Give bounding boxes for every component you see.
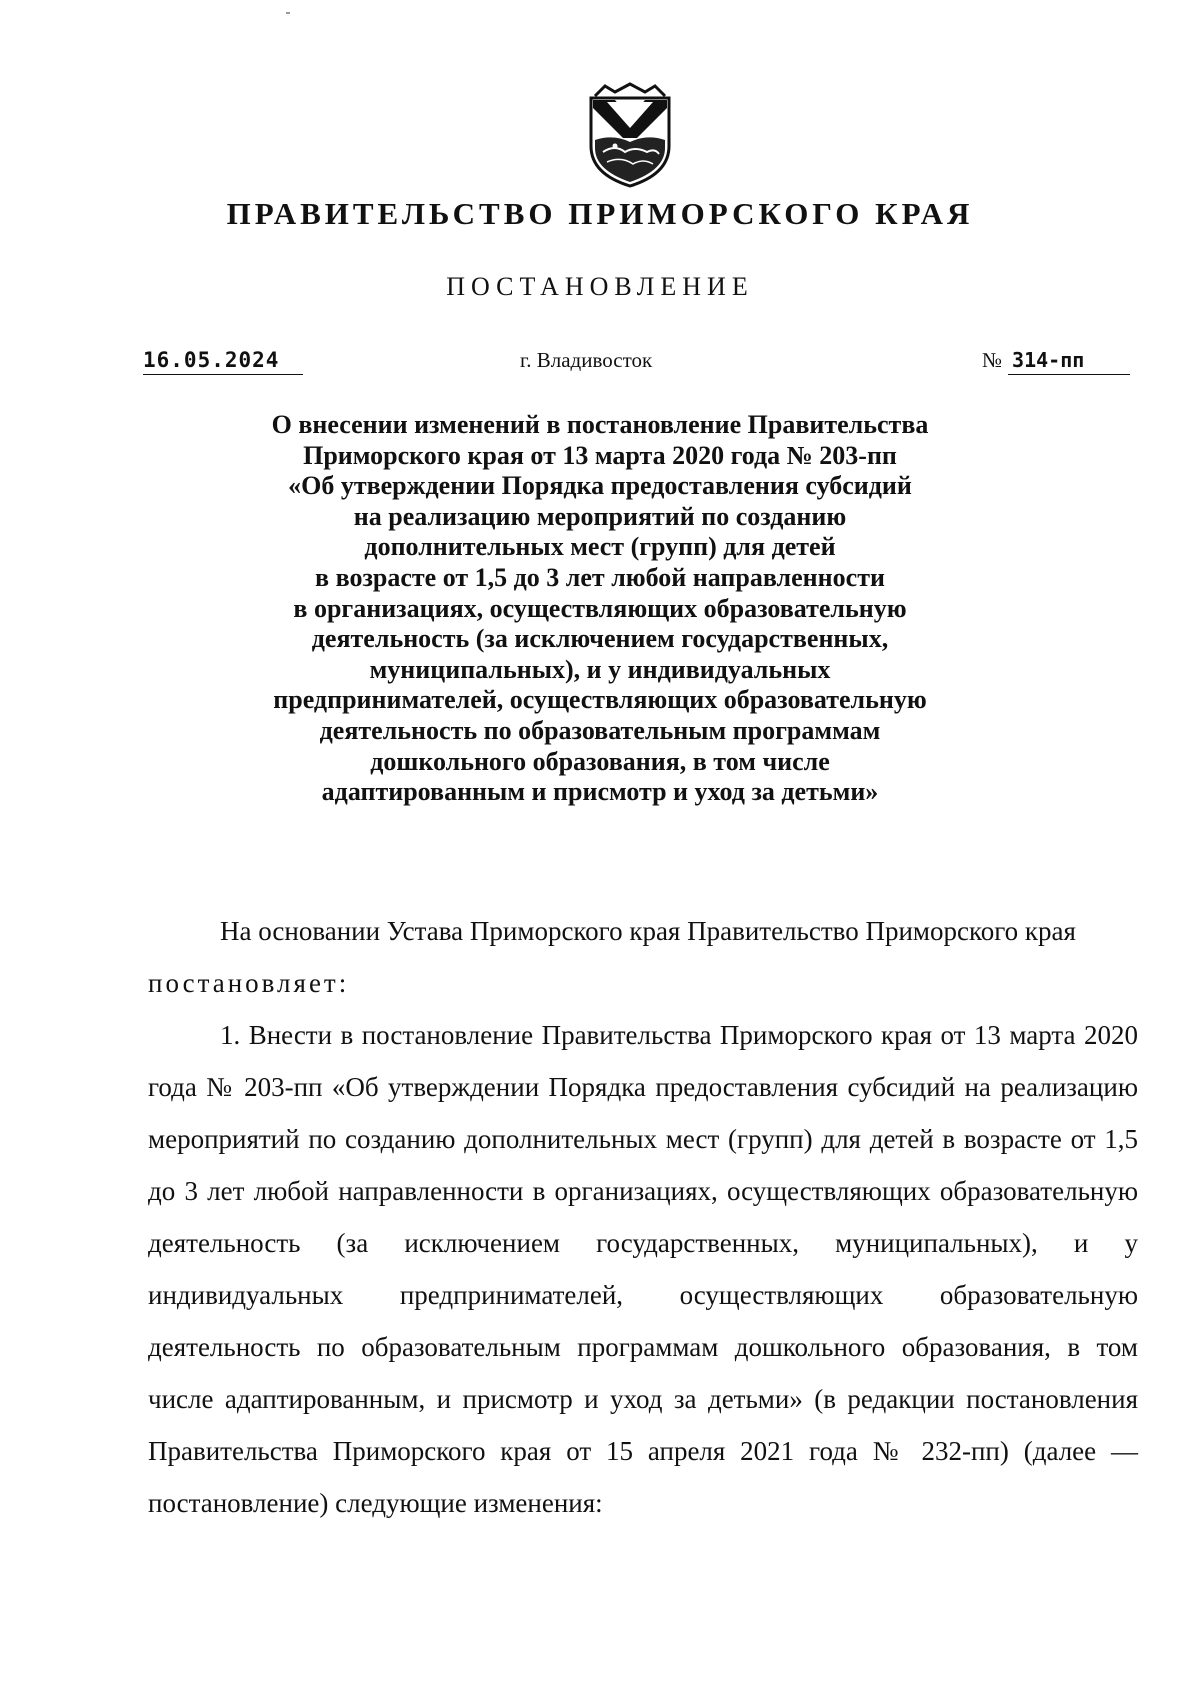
document-subject — [200, 410, 1000, 808]
document-type: ПОСТАНОВЛЕНИЕ — [446, 272, 754, 301]
document-number-block — [982, 348, 1130, 375]
subject-line: адаптированным и присмотр и уход за детьми» — [321, 777, 879, 807]
subject-line: «Об утверждении Порядка предоставления субсидий — [288, 471, 912, 501]
scan-speck — [286, 12, 290, 14]
subject-line: дошкольного образования, в том числе — [370, 746, 830, 776]
subject-line: Приморского края от 13 марта 2020 года № 203-пп — [303, 440, 897, 470]
subject-line: муниципальных), и у индивидуальных — [369, 654, 831, 684]
subject-line: деятельность (за исключением государственных, — [311, 624, 889, 654]
item-1-paragraph: 1. Внести в постановление Правительства Приморского края от 13 марта 2020 года № 203-пп «Об утверждении Порядка предоставления субсидий на реализацию мероприятий по созданию дополнительных мест (групп) для детей в возрасте от 1,5 до 3 лет любой направленности в организациях, осуществляющих образовательную деятельность (за исключением государственных, муниципальных), и у индивидуальных предпринимателей, осуществляющих образовательную деятельность по образовательным программам дошкольного образования, в том числе адаптированным, и присмотр и уход за детьми» (в редакции постановления Правительства Приморского края от 15 апреля 2021 года № 232-пп) (далее — постановление) следующие изменения: — [148, 1020, 1138, 1518]
subject-line: на реализацию мероприятий по созданию — [353, 501, 847, 531]
subject-line: в возрасте от 1,5 до 3 лет любой направленности — [315, 562, 885, 592]
coat-of-arms-icon — [585, 82, 675, 190]
organization-title: ПРАВИТЕЛЬСТВО ПРИМОРСКОГО КРАЯ — [226, 196, 974, 231]
subject-line: дополнительных мест (групп) для детей — [364, 532, 836, 562]
document-date: 16.05.2024 — [143, 348, 303, 375]
document-meta-row — [0, 348, 1200, 384]
document-number: 314-пп — [1008, 348, 1130, 375]
document-city: г. Владивосток — [520, 348, 653, 372]
subject-line: О внесении изменений в постановление Правительства — [271, 410, 929, 439]
subject-line: предпринимателей, осуществляющих образовательную — [273, 685, 927, 715]
subject-line: в организациях, осуществляющих образовательную — [293, 593, 907, 623]
subject-line: деятельность по образовательным программам — [319, 715, 881, 745]
resolves-word: постановляет: — [148, 968, 350, 998]
document-body — [148, 905, 1138, 1529]
preamble-paragraph: На основании Устава Приморского края Правительство Приморского края — [220, 916, 1076, 946]
number-sign: № — [982, 348, 1003, 372]
